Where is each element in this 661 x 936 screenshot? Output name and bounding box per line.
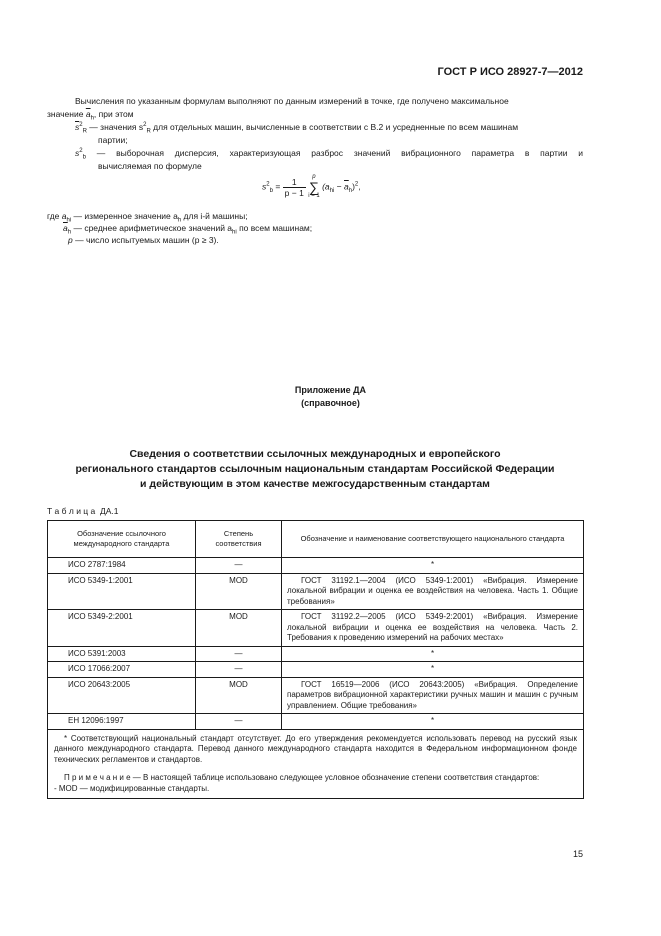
table-row: [48, 573, 584, 610]
cell-national: *: [282, 714, 584, 730]
definition-sR-dash: —: [86, 122, 101, 132]
table-row: [48, 714, 584, 730]
formula-sum-bottom: i = 1: [308, 193, 320, 199]
table-note: [54, 773, 577, 784]
formula-sum: [308, 174, 320, 200]
definition-sb-sup: 2: [79, 148, 83, 155]
table-notes-row: [48, 729, 584, 799]
formula-close: ): [352, 181, 355, 192]
cell-std: ИСО 17066:2007: [48, 662, 196, 678]
formula-body-2-sub: h: [348, 187, 353, 194]
definition-sR-symbol: $\overline{s}$: [75, 122, 80, 132]
intro-symbol: $\overline{a}$: [85, 109, 91, 119]
cell-std: ИСО 5349-1:2001: [48, 573, 196, 610]
table-caption: Т а б л и ц а ДА.1: [47, 506, 119, 516]
cell-national: *: [282, 662, 584, 678]
table-note-label: П р и м е ч а н и е: [64, 773, 131, 782]
definition-sR-text-sub: R: [146, 128, 151, 135]
formula-numerator: 1: [283, 177, 306, 188]
table-note-item: - MOD — модифицированные стандарты.: [54, 783, 210, 793]
formula-lhs-sup: 2: [266, 181, 270, 188]
cell-degree: —: [196, 714, 282, 730]
definition-sR-text-sup: 2: [143, 122, 147, 129]
cell-degree: MOD: [196, 573, 282, 610]
where-a-hi-symbol: a: [61, 211, 67, 221]
formula-sup: 2: [354, 181, 359, 188]
table-row: [48, 558, 584, 574]
table-row: [48, 677, 584, 714]
sigma-icon: ∑: [308, 179, 319, 195]
document-header-id: ГОСТ Р ИСО 28927-7—2012: [437, 66, 583, 78]
cell-degree: —: [196, 646, 282, 662]
cell-degree: MOD: [196, 677, 282, 714]
where-a-h-symbol: $\overline{a}$: [63, 223, 68, 233]
where-p-symbol: p: [68, 235, 73, 245]
formula-end: ,: [358, 181, 361, 192]
where-a-hi-sub: hi: [66, 217, 72, 224]
formula-sum-top: p: [312, 174, 316, 180]
section-title-line-1: Сведения о соответствии ссылочных международных и европейского: [129, 448, 501, 460]
where-a-hi-dash: —: [71, 211, 85, 221]
variance-formula: [262, 174, 361, 200]
intro-line-2: [47, 108, 134, 120]
header-degree: Степень соответствия: [196, 521, 282, 558]
cell-degree: —: [196, 558, 282, 574]
cell-std: ИСО 5349-2:2001: [48, 610, 196, 647]
where-a-h-text-sub: hi: [232, 229, 237, 236]
cell-national: *: [282, 646, 584, 662]
definition-sb-text: выборочная дисперсия, характеризующая разброс значений вибрационного параметра в партии и: [116, 148, 583, 158]
table-header-row: [48, 521, 584, 558]
section-title-line-3: и действующим в этом качестве межгосударственным стандартам: [140, 478, 490, 490]
where-a-h-mean: [63, 222, 312, 234]
definition-sb-dash: —: [85, 148, 117, 158]
where-a-hi-text: измеренное значение a: [84, 211, 178, 221]
where-p-text: число испытуемых машин (p ≥ 3).: [85, 235, 219, 245]
formula-equals: =: [275, 181, 281, 192]
appendix-subtitle: (справочное): [301, 398, 360, 408]
formula-body-sub: hi: [329, 187, 335, 194]
where-lead: где: [47, 211, 62, 221]
table-row: [48, 662, 584, 678]
where-a-h-dash: —: [71, 223, 85, 233]
cell-std: ИСО 20643:2005: [48, 677, 196, 714]
table-footnote: * Соответствующий национальный стандарт отсутствует. До его утверждения рекомендуется использовать перевод на русский язык данного международного стандарта. Перевод данного международного стандарта находится в Федеральном информационном фонде технических регламентов и стандартов.: [54, 733, 577, 764]
definition-sR-sup: 2: [79, 122, 83, 129]
cell-std: ИСО 2787:1984: [48, 558, 196, 574]
formula-fraction: [283, 177, 306, 198]
definition-sR: [75, 121, 583, 133]
definition-sb-sub: b: [82, 154, 86, 161]
table-notes: [48, 729, 584, 799]
cell-national: *: [282, 558, 584, 574]
where-p-dash: —: [72, 235, 86, 245]
table-row: [48, 646, 584, 662]
definition-sb-symbol: s: [75, 148, 80, 158]
formula-lhs-sub: b: [269, 187, 273, 194]
cell-national: ГОСТ 31192.2—2005 (ИСО 5349-2:2001) «Вибрация. Измерение локальной вибрации и оценка ее воздействия на человека. Часть 2. Требования к проведению измерений на рабочих местах»: [282, 610, 584, 647]
where-a-h-text-post: по всем машинам;: [236, 223, 313, 233]
intro-line-2-post: , при этом: [93, 109, 134, 119]
cell-degree: —: [196, 662, 282, 678]
formula-lhs: s: [262, 181, 267, 192]
definition-sR-text: значения s: [100, 122, 144, 132]
formula-minus: −: [334, 181, 344, 192]
table-row: [48, 610, 584, 647]
definition-sb-cont: вычисляемая по формуле: [98, 161, 202, 171]
definition-sb: [75, 147, 583, 159]
header-national-standard: Обозначение и наименование соответствующего национального стандарта: [282, 521, 584, 558]
definition-sR-text-post: для отдельных машин, вычисленные в соответствии с В.2 и усредненные по всем машинам: [150, 122, 519, 132]
cell-national: ГОСТ 31192.1—2004 (ИСО 5349-1:2001) «Вибрация. Измерение локальной вибрации и оценка ее воздействия на человека. Часть 1. Общие требования»: [282, 573, 584, 610]
definition-sR-cont: партии;: [98, 135, 128, 145]
definition-sR-sub: R: [82, 128, 87, 135]
table-note-text: — В настоящей таблице использовано следующее условное обозначение степени соответствия стандартов:: [130, 773, 540, 782]
formula-body: (a: [322, 181, 330, 192]
where-a-hi-text-sub: h: [177, 217, 182, 224]
header-international-standard: Обозначение ссылочного международного стандарта: [48, 521, 196, 558]
cell-national: ГОСТ 16519—2006 (ИСО 20643:2005) «Вибрация. Определение параметров вибрационной характеристики ручных машин и машин с ручным управлением. Общие требования»: [282, 677, 584, 714]
formula-denominator: p − 1: [284, 187, 304, 198]
where-a-hi: [47, 210, 248, 222]
section-title-line-2: регионального стандартов ссылочным национальным стандартам Российской Федерации: [75, 463, 555, 475]
where-a-hi-text-post: для i-й машины;: [181, 211, 248, 221]
cell-degree: MOD: [196, 610, 282, 647]
intro-line-2-pre: значение: [47, 109, 86, 119]
formula-body-2: $\overline{a}$: [344, 181, 349, 192]
intro-symbol-sub: h: [90, 115, 94, 122]
where-p: [68, 234, 219, 246]
cell-std: ИСО 5391:2003: [48, 646, 196, 662]
correspondence-table: [47, 520, 584, 799]
appendix-title: Приложение ДА: [294, 385, 367, 395]
where-a-h-sub: h: [67, 229, 72, 236]
where-a-h-text: среднее арифметическое значений a: [84, 223, 233, 233]
intro-line-1: Вычисления по указанным формулам выполняют по данным измерений в точке, где получено максимальное: [75, 96, 509, 106]
page-number: 15: [572, 849, 583, 859]
cell-std: ЕН 12096:1997: [48, 714, 196, 730]
